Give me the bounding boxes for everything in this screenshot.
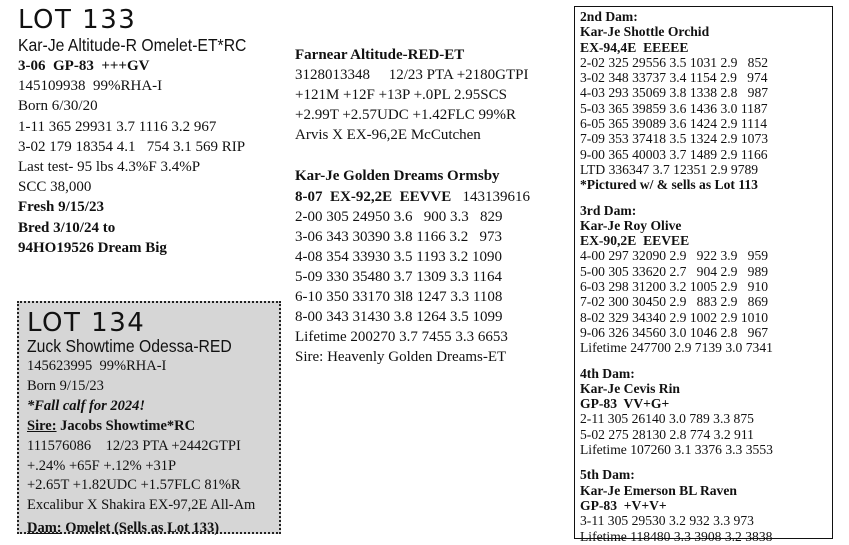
fifth-dam-class: GP-83 +V+V+ [580,497,667,513]
second-dam-record: 3-02 348 33737 3.4 1154 2.9 974 [580,70,768,86]
second-dam-record: 4-03 293 35069 3.8 1338 2.8 987 [580,85,769,101]
lot-133-fresh-date: Fresh 9/15/23 [18,199,104,216]
lot-133-line: SCC 38,000 [18,179,92,196]
lot-133-title: LOT 133 [18,5,137,35]
third-dam-record: 8-02 329 34340 2.9 1002 2.9 1010 [580,309,769,325]
second-dam-ltd: LTD 336347 3.7 12351 2.9 9789 [580,161,759,177]
second-dam-record: 7-09 353 37418 3.5 1324 2.9 1073 [580,131,769,147]
fourth-dam-record: 5-02 275 28130 2.8 774 3.2 911 [580,426,754,442]
dam-record-row: 4-08 354 33930 3.5 1193 3.2 1090 [295,248,502,265]
dam-record-row: 2-00 305 24950 3.6 900 3.3 829 [295,208,503,225]
third-dam-record: 7-02 300 30450 2.9 883 2.9 869 [580,294,769,310]
lot-134-born: Born 9/15/23 [27,377,104,394]
lot-133-line: 1-11 365 29931 3.7 1116 3.2 967 [18,118,217,135]
fourth-dam-heading: 4th Dam: [580,365,635,381]
dam-record-row: 3-06 343 30390 3.8 1166 3.2 973 [295,228,502,245]
lot-133-animal-name: Kar-Je Altitude-R Omelet-ET*RC [18,35,247,55]
fifth-dam-name: Kar-Je Emerson BL Raven [580,482,737,498]
dam-label: Dam: [27,520,62,537]
second-dam-record: 6-05 365 39089 3.6 1424 2.9 1114 [580,116,768,132]
second-dam-name: Kar-Je Shottle Orchid [580,24,710,40]
sire-line: Arvis X EX-96,2E McCutchen [295,127,481,144]
dam-record-row: 8-00 343 31430 3.8 1264 3.5 1099 [295,309,503,326]
lot-134-registration: 145623995 99%RHA-I [27,358,167,374]
lot-134-sire-heading [27,417,277,437]
third-dam-heading: 3rd Dam: [580,202,637,218]
third-dam-record: 9-06 326 34560 3.0 1046 2.8 967 [580,324,769,340]
lot-134-sire-line: Excalibur X Shakira EX-97,2E All-Am [27,497,256,514]
dam-lifetime: Lifetime 200270 3.7 7455 3.3 6653 [295,329,508,346]
third-dam-class: EX-90,2E EEVEE [580,233,690,249]
fifth-dam-record: 3-11 305 29530 3.2 932 3.3 973 [580,513,754,529]
third-dam-lifetime: Lifetime 247700 2.9 7139 3.0 7341 [580,340,773,356]
lot-134-title: LOT 134 [27,308,146,338]
lot-133-section [18,6,290,258]
fifth-dam-lifetime: Lifetime 118480 3.3 3908 3.2 3838 [580,528,773,544]
lot-134-dam-heading [27,519,277,539]
second-dam-record: 5-03 365 39859 3.6 1436 3.0 1187 [580,100,768,116]
second-dam-note: *Pictured w/ & sells as Lot 113 [580,177,758,193]
sire-line: +121M +12F +13P +.0PL 2.95SCS [295,87,507,104]
lot-133-line: Born 6/30/20 [18,98,98,115]
sire-line: +2.99T +2.57UDC +1.42FLC 99%R [295,107,516,124]
second-dam-heading: 2nd Dam: [580,9,638,24]
dams-box [574,6,833,544]
lot-133-classification: 3-06 GP-83 +++GV [18,58,150,74]
dam-record-row: 5-09 330 35480 3.7 1309 3.3 1164 [295,268,502,285]
lot-133-bred-sire: 94HO19526 Dream Big [18,239,167,256]
fourth-dam-lifetime: Lifetime 107260 3.1 3376 3.3 3553 [580,442,773,458]
lot-134-dam-text: Omelet (Sells as Lot 133) [61,520,220,537]
lot-134-sire-line: +2.65T +1.82UDC +1.57FLC 81%R [27,477,241,494]
lot-134-note: *Fall calf for 2024! [27,397,146,414]
sire-label: Sire: [27,417,57,434]
third-dam-record: 6-03 298 31200 3.2 1005 2.9 910 [580,279,769,295]
fourth-dam-class: GP-83 VV+G+ [580,396,670,412]
lot-134-sire-line: 111576086 12/23 PTA +2442GTPI [27,437,241,454]
lot-134-sire-name: Jacobs Showtime*RC [56,417,196,434]
fourth-dam-name: Kar-Je Cevis Rin [580,380,680,396]
dam-classification: 8-07 EX-92,2E EEVVE 143139616 [295,188,531,205]
lot-133-line: 3-02 179 18354 4.1 754 3.1 569 RIP [18,138,246,155]
sire-line: 3128013348 12/23 PTA +2180GTPI [295,67,529,84]
sire-name: Farnear Altitude-RED-ET [295,47,465,63]
third-dam-record: 4-00 297 32090 2.9 922 3.9 959 [580,248,769,264]
fourth-dam-record: 2-11 305 26140 3.0 789 3.3 875 [580,411,754,427]
third-dam-name: Kar-Je Roy Olive [580,217,682,233]
lot-134-sire-line: +.24% +65F +.12% +31P [27,457,177,474]
dam-record-row: 6-10 350 33170 3l8 1247 3.3 1108 [295,289,503,306]
lot-134-animal-name: Zuck Showtime Odessa-RED [27,336,232,356]
second-dam-record: 9-00 365 40003 3.7 1489 2.9 1166 [580,146,768,162]
second-dam-class: EX-94,4E EEEEE [580,39,689,55]
lot-134-box [17,301,281,537]
lot-133-line: Last test- 95 lbs 4.3%F 3.4%P [18,159,201,176]
pedigree-middle-column [295,45,575,367]
dam-sire: Sire: Heavenly Golden Dreams-ET [295,349,507,366]
lot-133-bred-date: Bred 3/10/24 to [18,219,116,236]
dam-name: Kar-Je Golden Dreams Ormsby [295,168,500,185]
second-dam-record: 2-02 325 29556 3.5 1031 2.9 852 [580,54,769,70]
fifth-dam-heading: 5th Dam: [580,467,635,483]
third-dam-record: 5-00 305 33620 2.7 904 2.9 989 [580,263,769,279]
lot-133-line: 145109938 99%RHA-I [18,78,163,95]
